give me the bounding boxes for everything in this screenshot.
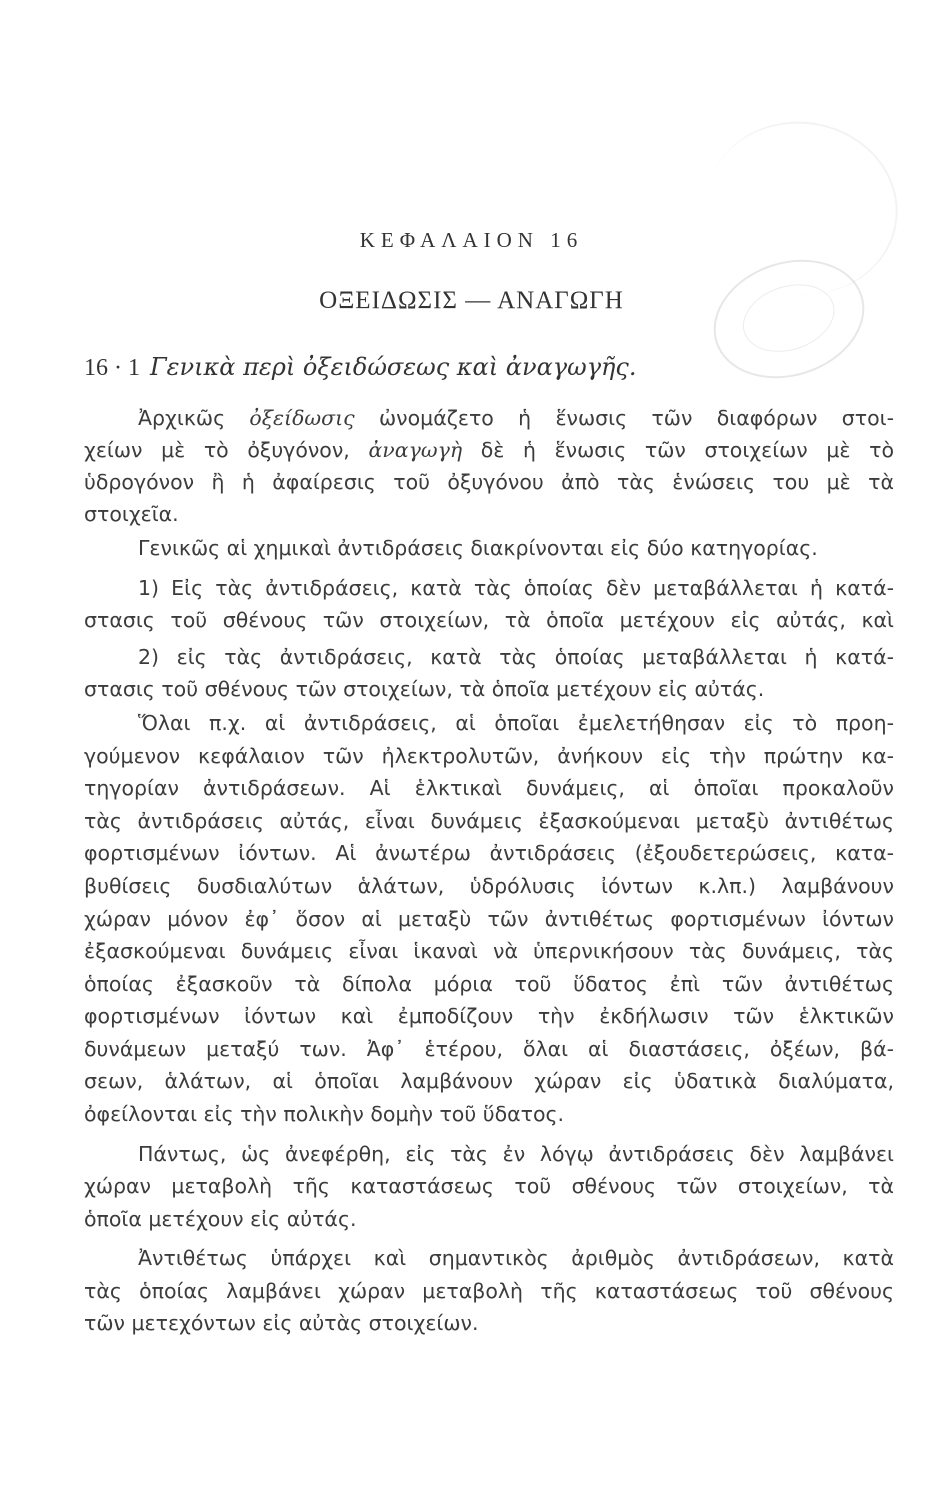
section-number: 16 · 1 [84, 355, 140, 381]
text-line: χώραν μεταβολὴ τῆς καταστάσεως τοῦ σθένους τῶν στοιχείων, τὰ [84, 1174, 894, 1198]
text-line: σεων, ἁλάτων, αἱ ὁποῖαι λαμβάνουν χώραν εἰς ὑδατικὰ διαλύματα, [84, 1069, 894, 1093]
text-line: Γενικῶς αἱ χημικαὶ ἀντιδράσεις διακρίνονται εἰς δύο κατηγορίας. [138, 536, 818, 560]
text-line: ὀφείλονται εἰς τὴν πολικὴν δομὴν τοῦ ὕδατος. [84, 1102, 565, 1126]
text-line: χώραν μόνον ἐφ᾽ ὅσον αἱ μεταξὺ τῶν ἀντιθέτως φορτισμένων ἰόντων [84, 907, 894, 931]
text-line: Ἀντιθέτως ὑπάρχει καὶ σημαντικὸς ἀριθμὸς ἀντιδράσεων, κατὰ [138, 1246, 894, 1270]
text-line: Πάντως, ὡς ἀνεφέρθη, εἰς τὰς ἐν λόγῳ ἀντιδράσεις δὲν λαμβάνει [138, 1142, 894, 1166]
text-line: γούμενον κεφάλαιον τῶν ἠλεκτρολυτῶν, ἀνήκουν εἰς τὴν πρώτην κα- [84, 744, 894, 768]
text-line: Ὅλαι π.χ. αἱ ἀντιδράσεις, αἱ ὁποῖαι ἐμελετήθησαν εἰς τὸ προη- [138, 711, 894, 735]
chapter-label: ΚΕΦΑΛΑΙΟΝ 16 [359, 228, 584, 252]
text-line: στασις τοῦ σθένους τῶν στοιχείων, τὰ ὁποῖα μετέχουν εἰς αὐτάς. [84, 677, 765, 701]
text-line: ἐξασκούμεναι δυνάμεις εἶναι ἱκαναὶ νὰ ὑπερνικήσουν τὰς δυνάμεις, τὰς [84, 939, 894, 963]
text-line: ὁποῖα μετέχουν εἰς αὐτάς. [84, 1207, 357, 1231]
text-line: φορτισμένων ἰόντων καὶ ἐμποδίζουν τὴν ἐκδήλωσιν τῶν ἑλκτικῶν [84, 1004, 894, 1028]
text-line: στοιχεῖα. [84, 502, 179, 526]
text-line: Ἀρχικῶς ὀξείδωσις ὠνομάζετο ἡ ἕνωσις τῶν διαφόρων στοι- [138, 406, 894, 430]
text-line: τηγορίαν ἀντιδράσεων. Αἱ ἑλκτικαὶ δυνάμεις, αἱ ὁποῖαι προκαλοῦν [84, 776, 894, 800]
section-title: Γενικὰ περὶ ὀξειδώσεως καὶ ἀναγωγῆς. [150, 353, 637, 381]
text-line: ὁποίας ἐξασκοῦν τὰ δίπολα μόρια τοῦ ὕδατος ἐπὶ τῶν ἀντιθέτως [84, 972, 894, 996]
text-line: ὑδρογόνον ἢ ἡ ἀφαίρεσις τοῦ ὀξυγόνου ἀπὸ τὰς ἑνώσεις του μὲ τὰ [84, 470, 894, 494]
text-line: φορτισμένων ἰόντων. Αἱ ἀνωτέρω ἀντιδράσεις (ἐξουδετερώσεις, κατα- [84, 841, 894, 865]
text-line: τὰς ἀντιδράσεις αὐτάς, εἶναι δυνάμεις ἐξασκούμεναι μεταξὺ ἀντιθέτως [84, 809, 894, 833]
text-line: 2) εἰς τὰς ἀντιδράσεις, κατὰ τὰς ὁποίας μεταβάλλεται ἡ κατά- [138, 645, 894, 669]
chapter-title: ΟΞΕΙΔΩΣΙΣ — ΑΝΑΓΩΓΗ [319, 287, 624, 314]
text-line: δυνάμεων μεταξύ των. Ἀφ᾽ ἑτέρου, ὅλαι αἱ διαστάσεις, ὀξέων, βά- [84, 1037, 894, 1061]
text-line: χείων μὲ τὸ ὀξυγόνον, ἀναγωγὴ δὲ ἡ ἕνωσις τῶν στοιχείων μὲ τὸ [84, 438, 894, 462]
text-line: τῶν μετεχόντων εἰς αὐτὰς στοιχείων. [84, 1311, 479, 1335]
text-line: στασις τοῦ σθένους τῶν στοιχείων, τὰ ὁποῖα μετέχουν εἰς αὐτάς, καὶ [84, 608, 894, 632]
text-line: βυθίσεις δυσδιαλύτων ἁλάτων, ὑδρόλυσις ἰόντων κ.λπ.) λαμβάνουν [84, 874, 894, 898]
section-heading [84, 353, 636, 382]
text-line: 1) Εἰς τὰς ἀντιδράσεις, κατὰ τὰς ὁποίας δὲν μεταβάλλεται ἡ κατά- [138, 576, 894, 600]
text-line: τὰς ὁποίας λαμβάνει χώραν μεταβολὴ τῆς καταστάσεως τοῦ σθένους [84, 1279, 894, 1303]
